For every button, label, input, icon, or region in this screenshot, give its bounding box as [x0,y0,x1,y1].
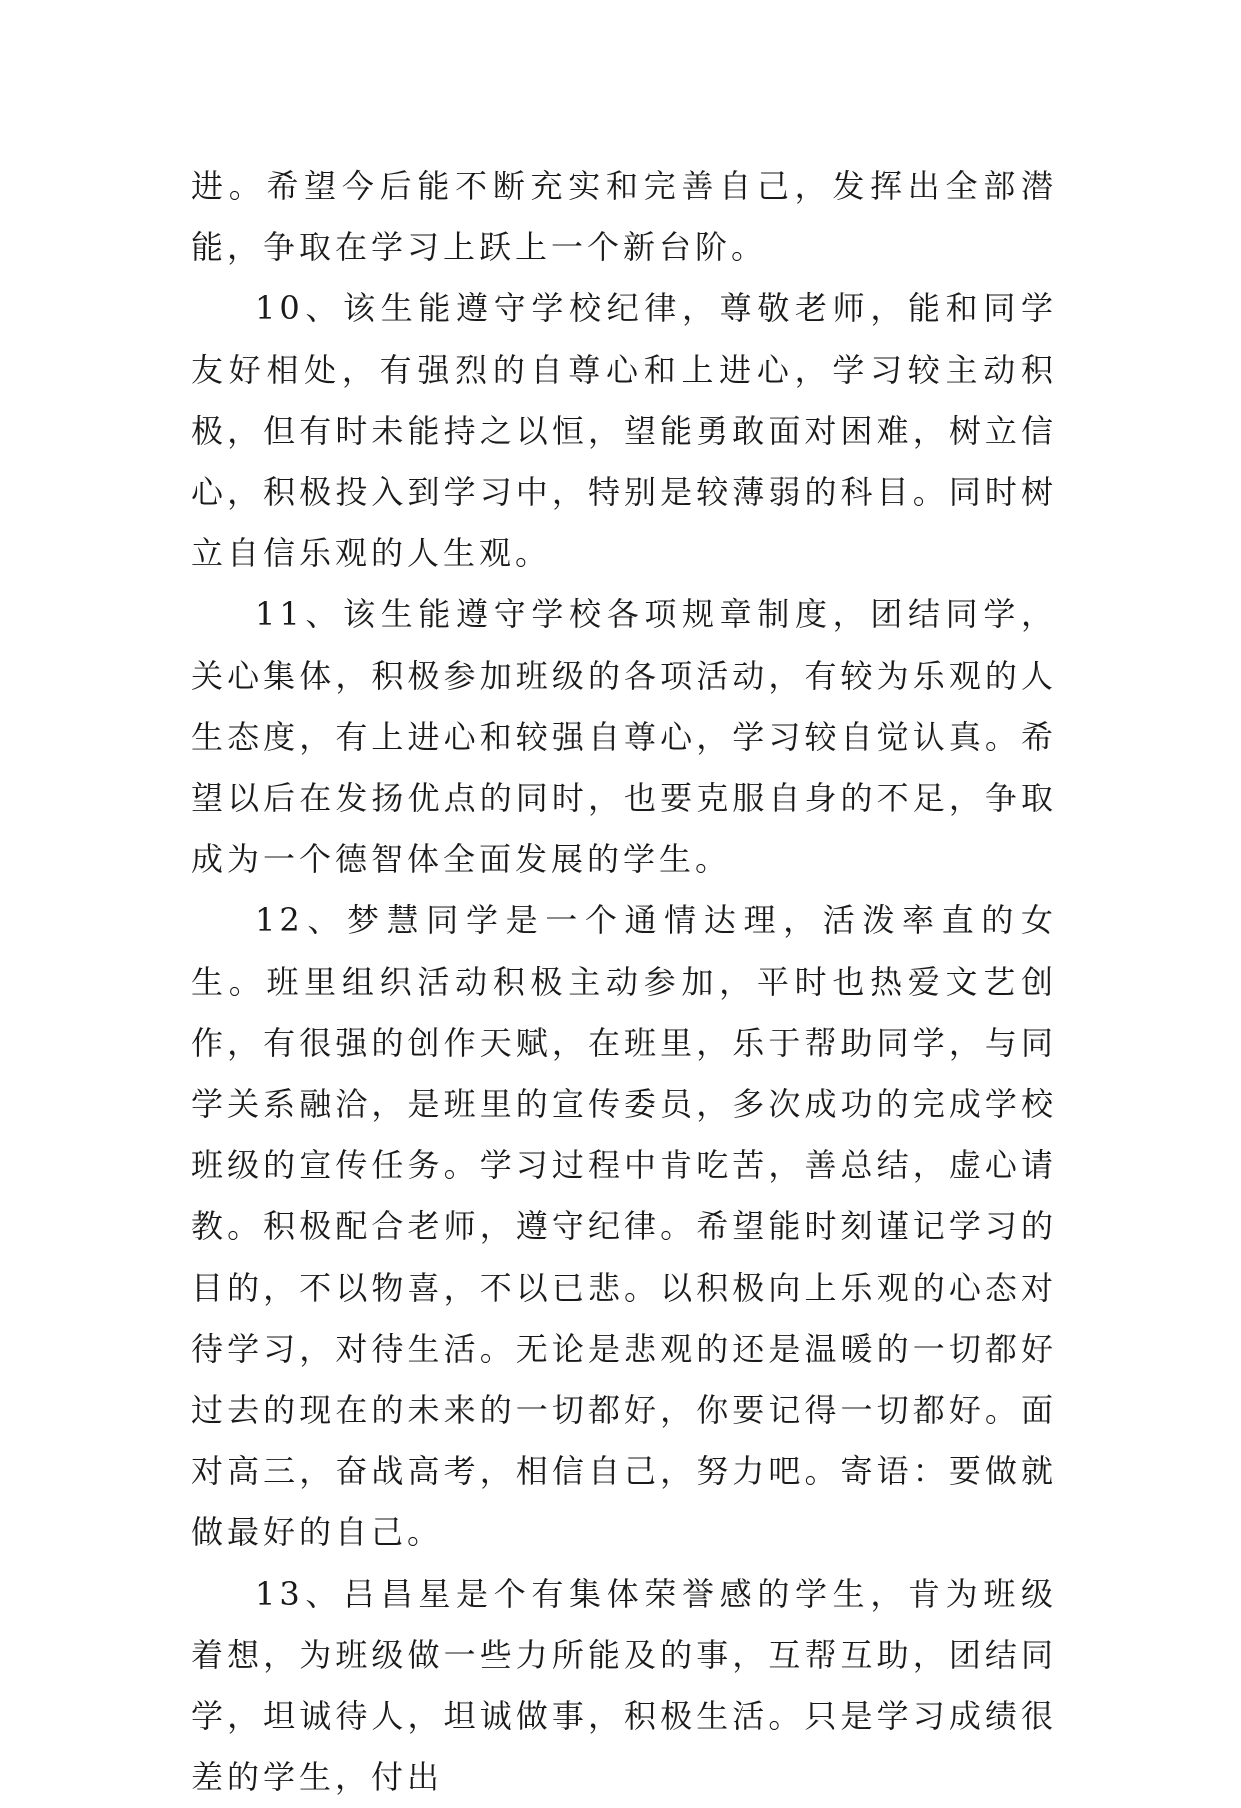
paragraph-comment-12: 12、梦慧同学是一个通情达理，活泼率直的女生。班里组织活动积极主动参加，平时也热爱文艺创作，有很强的创作天赋，在班里，乐于帮助同学，与同学关系融洽，是班里的宣传委员，多次成功的完成学校班级的宣传任务。学习过程中肯吃苦，善总结，虚心请教。积极配合老师，遵守纪律。希望能时刻谨记学习的目的，不以物喜，不以已悲。以积极向上乐观的心态对待学习，对待生活。无论是悲观的还是温暖的一切都好过去的现在的未来的一切都好，你要记得一切都好。面对高三，奋战高考，相信自己，努力吧。寄语：要做就做最好的自己。 [191,901,1057,1552]
paragraph-comment-10: 10、该生能遵守学校纪律，尊敬老师，能和同学友好相处，有强烈的自尊心和上进心，学习较主动积极，但有时未能持之以恒，望能勇敢面对困难，树立信心，积极投入到学习中，特别是较薄弱的科目。同时树立自信乐观的人生观。 [191,289,1057,573]
paragraph-comment-13: 13、吕昌星是个有集体荣誉感的学生，肯为班级着想，为班级做一些力所能及的事，互帮互助，团结同学，坦诚待人，坦诚做事，积极生活。只是学习成绩很差的学生，付出 [191,1574,1057,1797]
paragraph-comment-11: 11、该生能遵守学校各项规章制度，团结同学，关心集体，积极参加班级的各项活动，有较为乐观的人生态度，有上进心和较强自尊心，学习较自觉认真。希望以后在发扬优点的同时，也要克服自身的不足，争取成为一个德智体全面发展的学生。 [191,595,1057,879]
paragraph-continuation: 进。希望今后能不断充实和完善自己，发挥出全部潜能，争取在学习上跃上一个新台阶。 [191,167,1057,267]
document-body [191,156,1057,1808]
